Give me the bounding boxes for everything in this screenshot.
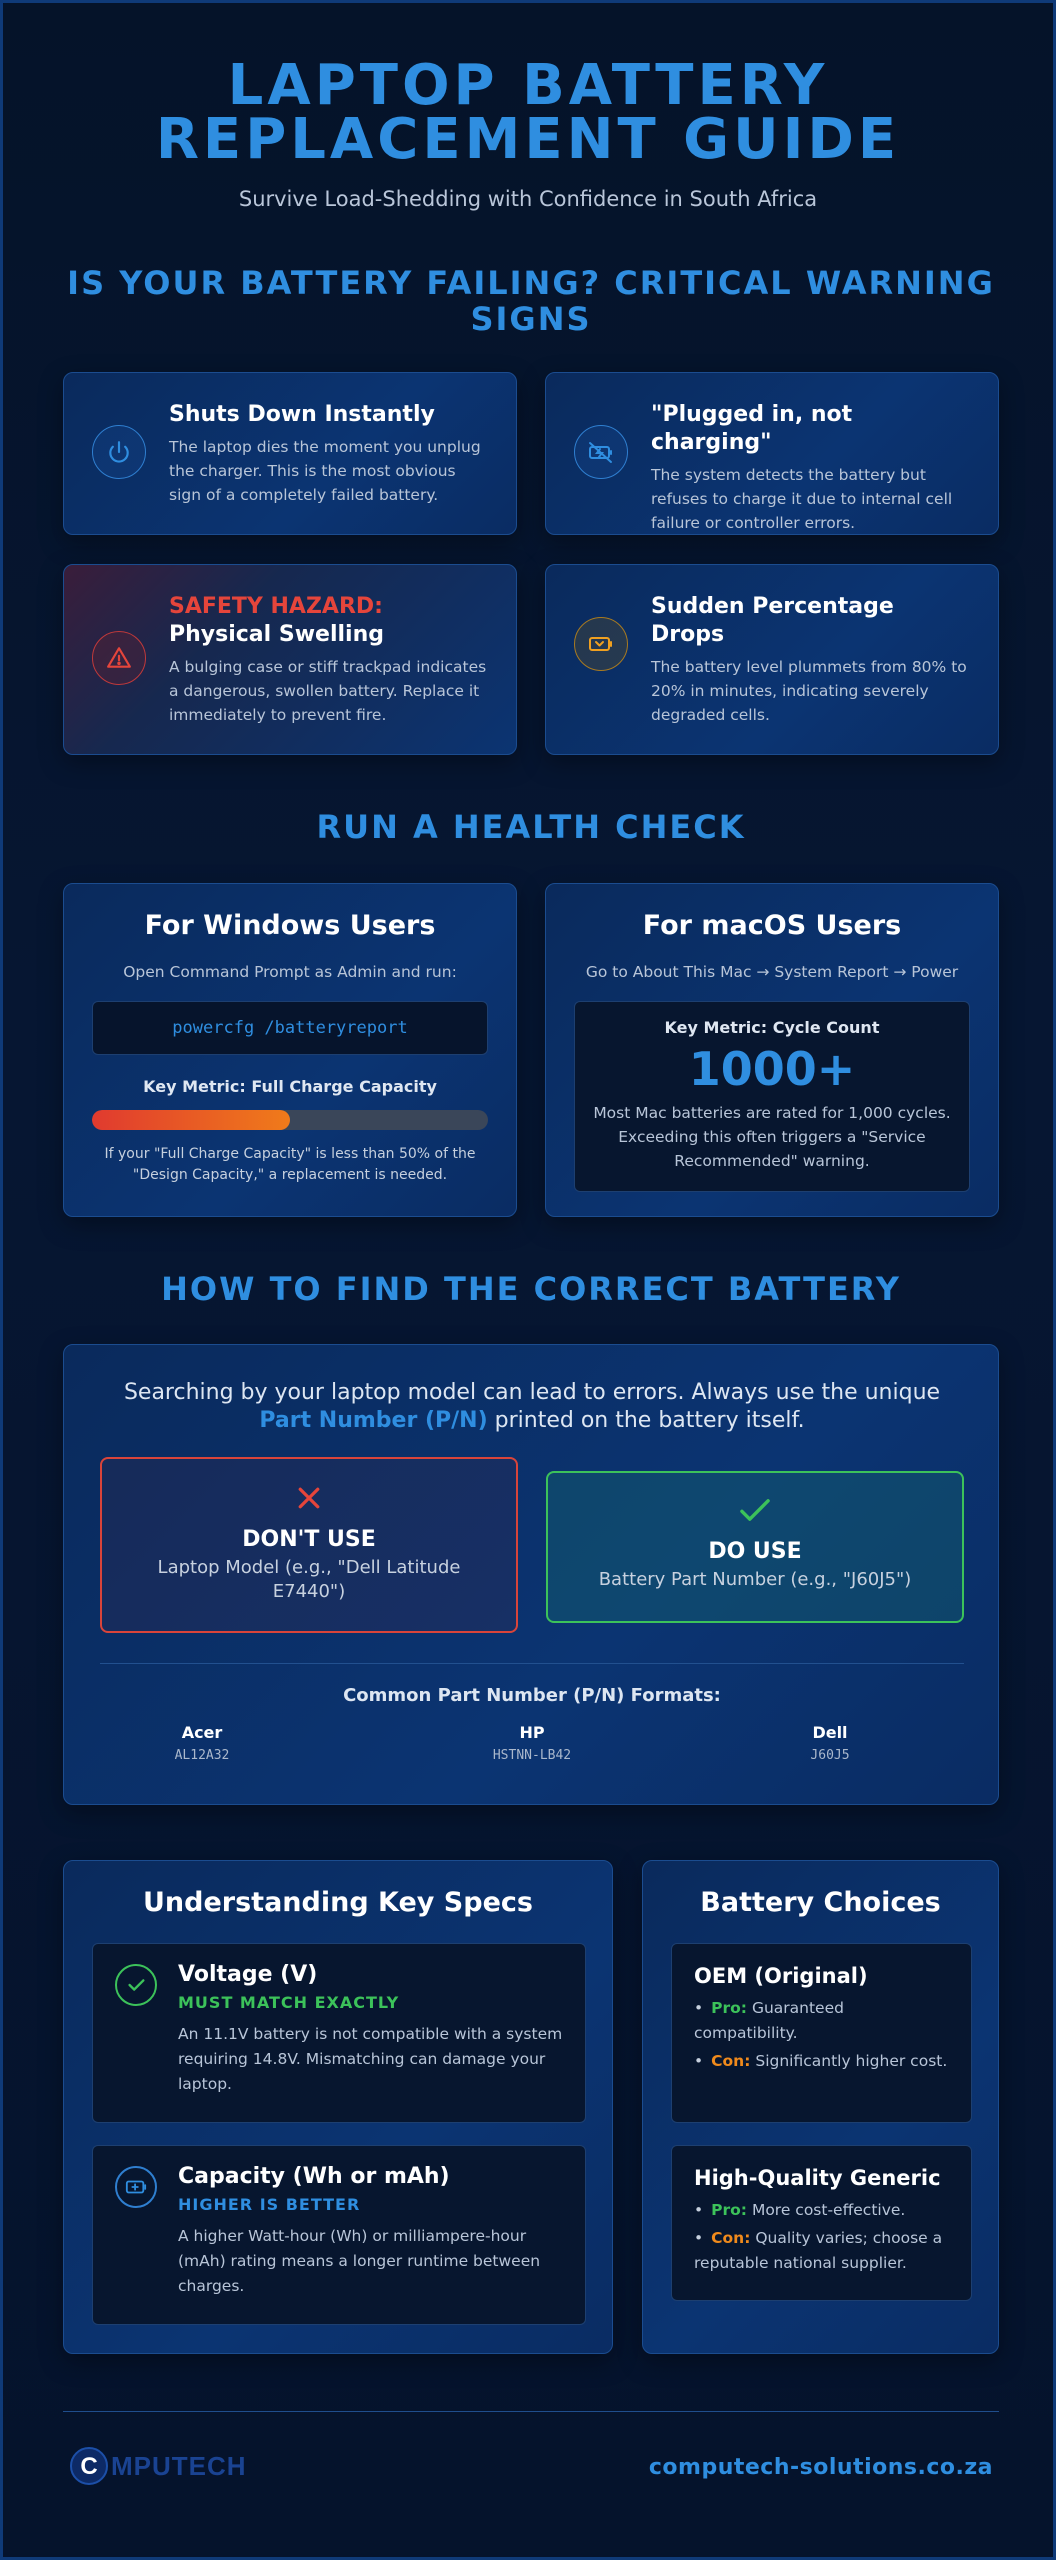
con-label: Con:: [711, 2052, 751, 2070]
warning-card-text: A bulging case or stiff trackpad indicates a dangerous, swollen battery. Replace it immediately to prevent fire.: [169, 658, 487, 724]
swelling-title: Physical Swelling: [169, 622, 384, 647]
pro-item: • Pro: More cost-effective.: [694, 2201, 906, 2219]
warning-card-swelling: [63, 564, 517, 755]
battery-plus-icon: [115, 2166, 157, 2208]
choice-title: OEM (Original): [694, 1964, 868, 1988]
warning-card-text: The battery level plummets from 80% to 20% in minutes, indicating severely degraded cells.: [651, 658, 967, 724]
safety-hazard-label: SAFETY HAZARD:: [169, 594, 383, 619]
warning-section-title: [63, 265, 999, 337]
battery-drop-icon: [574, 617, 628, 671]
page-title-line2: REPLACEMENT GUIDE: [155, 107, 901, 172]
warning-card-text: The laptop dies the moment you unplug the charger. This is the most obvious sign of a completely failed battery.: [169, 438, 481, 504]
warning-card-percentage-drops: [545, 564, 999, 755]
pro-item: • Pro: Guaranteed compatibility.: [694, 1999, 844, 2042]
computech-logo-mark: [67, 2441, 297, 2491]
warning-card-title: "Plugged in, not charging": [651, 402, 853, 455]
find-intro-end: printed on the battery itself.: [487, 1408, 805, 1433]
command-text: powercfg /batteryreport: [172, 1018, 408, 1038]
warning-card-title: Shuts Down Instantly: [169, 402, 435, 427]
brand-dell: [730, 1723, 930, 1763]
battery-choices-panel: [642, 1860, 999, 2354]
page-title: [3, 53, 1053, 172]
choice-oem-box: [671, 1943, 972, 2123]
cycle-count-box: [574, 1001, 970, 1192]
con-item: • Con: Significantly higher cost.: [694, 2052, 948, 2070]
page-title-line1: LAPTOP BATTERY: [227, 53, 829, 118]
warning-title-line2: SIGNS: [470, 300, 592, 338]
dont-use-text: Laptop Model (e.g., "Dell Latitude E7440"): [157, 1557, 461, 1602]
capacity-bar-fill: [92, 1110, 290, 1130]
mac-health-card: [545, 883, 999, 1217]
mac-metric-label: Key Metric: Cycle Count: [664, 1018, 880, 1037]
warning-card-text: The system detects the battery but refuses to charge it due to internal cell failure or controller errors.: [651, 466, 953, 532]
specs-title: Understanding Key Specs: [143, 1887, 533, 1918]
logo-letter: C: [80, 2453, 98, 2480]
capacity-bar: [92, 1110, 488, 1130]
find-intro-text: Searching by your laptop model can lead to errors. Always use the unique: [123, 1380, 941, 1405]
brand-hp: [432, 1723, 632, 1763]
cross-icon: [294, 1483, 324, 1513]
battery-no-charge-icon: [574, 425, 628, 479]
mac-metric-desc: Most Mac batteries are rated for 1,000 cycles. Exceeding this often triggers a "Service Recommended" warning.: [593, 1104, 951, 1170]
check-circle-icon: [115, 1964, 157, 2006]
con-text: Quality varies; choose a reputable national supplier.: [694, 2229, 943, 2272]
pro-label: Pro:: [711, 1999, 748, 2017]
warning-triangle-icon: [92, 631, 146, 685]
mac-card-title: For macOS Users: [642, 910, 902, 941]
key-specs-panel: [63, 1860, 613, 2354]
brand-acer: [102, 1723, 302, 1763]
divider: [100, 1663, 964, 1664]
mac-lead: Go to About This Mac → System Report → Power: [585, 963, 959, 981]
logo-text: MPUTECH: [111, 2451, 247, 2481]
windows-card-title: For Windows Users: [144, 910, 436, 941]
part-number-highlight: Part Number (P/N): [259, 1408, 488, 1433]
check-icon: [738, 1495, 772, 1525]
cycle-count-value: 1000+: [688, 1042, 856, 1096]
health-section-title: RUN A HEALTH CHECK: [316, 808, 746, 846]
pn-formats-title: Common Part Number (P/N) Formats:: [343, 1685, 721, 1706]
find-section-title: HOW TO FIND THE CORRECT BATTERY: [161, 1270, 901, 1308]
warning-card-not-charging: [545, 372, 999, 535]
website-link[interactable]: computech-solutions.co.za: [648, 2455, 993, 2480]
con-text: Significantly higher cost.: [750, 2052, 948, 2070]
pro-label: Pro:: [711, 2201, 748, 2219]
hero: [3, 3, 1053, 211]
windows-note: If your "Full Charge Capacity" is less than 50% of the "Design Capacity," a replacement is needed.: [104, 1146, 476, 1183]
do-use-text: Battery Part Number (e.g., "J60J5"): [598, 1569, 912, 1590]
brand-part-number: J60J5: [810, 1748, 850, 1763]
choice-list: [694, 1996, 949, 2074]
spec-text: An 11.1V battery is not compatible with a system requiring 14.8V. Mismatching can damage your laptop.: [178, 2025, 563, 2093]
spec-title: Voltage (V): [178, 1962, 318, 1987]
choice-list: [694, 2198, 949, 2276]
spec-tag: HIGHER IS BETTER: [178, 2195, 361, 2214]
find-battery-panel: [63, 1344, 999, 1805]
page-subtitle: Survive Load-Shedding with Confidence in South Africa: [238, 187, 818, 211]
voltage-spec-box: [92, 1943, 586, 2123]
warning-card-shutdown: [63, 372, 517, 535]
windows-health-card: [63, 883, 517, 1217]
spec-title: Capacity (Wh or mAh): [178, 2164, 450, 2189]
con-label: Con:: [711, 2229, 751, 2247]
warning-title-line1: IS YOUR BATTERY FAILING? CRITICAL WARNING: [67, 264, 995, 302]
do-use-title: DO USE: [708, 1539, 802, 1564]
power-icon: [92, 425, 146, 479]
brand-name: Acer: [181, 1723, 223, 1742]
brand-name: Dell: [812, 1723, 848, 1742]
windows-metric-label: Key Metric: Full Charge Capacity: [143, 1077, 437, 1096]
do-use-box: [546, 1471, 964, 1623]
find-intro: [104, 1379, 960, 1435]
pro-text: More cost-effective.: [747, 2201, 906, 2219]
brand-name: HP: [519, 1723, 545, 1742]
pro-text: Guaranteed compatibility.: [694, 1999, 844, 2042]
spec-tag: MUST MATCH EXACTLY: [178, 1993, 400, 2012]
dont-use-title: DON'T USE: [242, 1527, 376, 1552]
brand-part-number: AL12A32: [174, 1748, 230, 1763]
dont-use-box: [100, 1457, 518, 1633]
choice-title: High-Quality Generic: [694, 2166, 941, 2190]
warning-card-title: Sudden Percentage Drops: [651, 594, 894, 647]
brand-part-number: HSTNN-LB42: [492, 1748, 572, 1763]
choices-title: Battery Choices: [700, 1887, 941, 1918]
warning-card-title: [169, 593, 488, 649]
choice-generic-box: [671, 2145, 972, 2301]
spec-text: A higher Watt-hour (Wh) or milliampere-hour (mAh) rating means a longer runtime between charges.: [178, 2227, 541, 2295]
windows-lead: Open Command Prompt as Admin and run:: [123, 963, 457, 981]
company-logo[interactable]: [67, 2441, 297, 2491]
con-item: • Con: Quality varies; choose a reputable national supplier.: [694, 2229, 943, 2272]
footer-divider: [63, 2411, 999, 2412]
capacity-spec-box: [92, 2145, 586, 2325]
command-box[interactable]: [92, 1001, 488, 1055]
